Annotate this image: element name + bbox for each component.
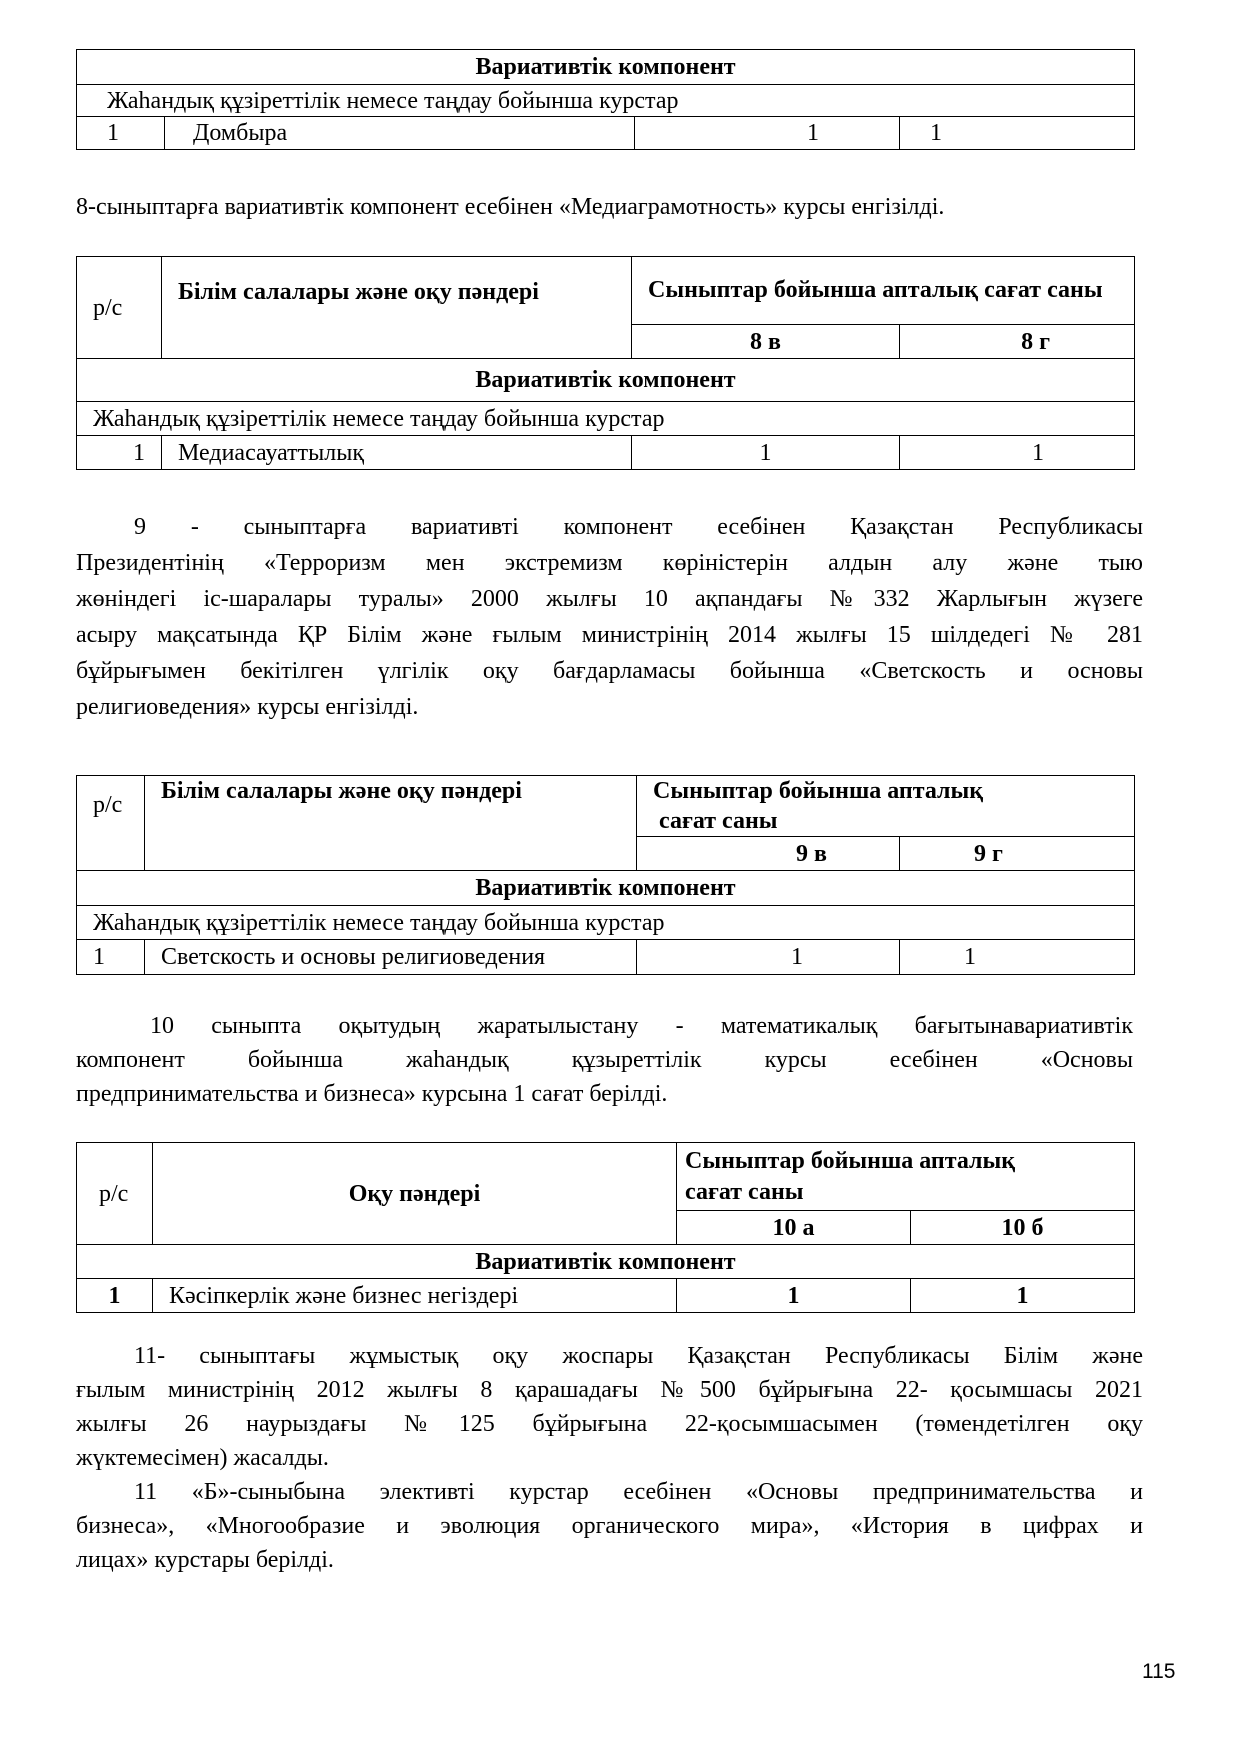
row-subject: Светскость и основы религиоведения [145,940,637,975]
paragraph-grade11b-line3: лицах» курстары берілді. [76,1547,334,1573]
row-number: 1 [77,1279,153,1313]
section-header: Вариативтік компонент [77,871,1135,906]
paragraph-grade9-line4: асыру мақсатында ҚР Білім және ғылым министрінің 2014 жылғы 15 шілдедегі № 281 [76,622,1143,648]
col-header-hours-line1: Сыныптар бойынша апталық [685,1147,1016,1174]
row-subject: Домбыра [165,117,635,150]
row-value-1: 1 [677,1279,911,1313]
row-value-2: 1 [900,436,1135,470]
page-number: 115 [1142,1660,1176,1683]
col-header-hours [677,1143,1135,1211]
paragraph-grade11b-line1: 11 «Б»-сыныбына элективті курстар есебінен «Основы предпринимательства и [134,1479,1143,1505]
row-value-1: 1 [632,436,900,470]
row-value-1: 1 [637,940,900,975]
table-row [77,1279,1135,1313]
row-number: 1 [77,117,165,150]
subsection-header: Жаһандық құзіреттілік немесе таңдау бойынша курстар [77,402,1135,436]
section-header: Вариативтік компонент [77,50,1135,85]
paragraph-grade9-line5: бұйрығымен бекітілген үлгілік оқу бағдарламасы бойынша «Светскость и основы [76,658,1143,684]
row-number: 1 [77,436,162,470]
table-grade8 [76,256,1135,470]
paragraph-grade9-line6: религиоведения» курсы енгізілді. [76,694,419,720]
col-header-hours-line2: сағат саны [685,1178,804,1205]
col-header-class-10b: 10 б [911,1211,1135,1245]
row-value-1: 1 [635,117,900,150]
table-grade9 [76,775,1135,975]
paragraph-grade9-line1: 9 - сыныптарға вариативті компонент есебінен Қазақстан Республикасы [134,514,1143,540]
col-header-hours [637,776,1135,837]
col-header-class-9v: 9 в [637,837,900,871]
subsection-header: Жаһандық құзіреттілік немесе таңдау бойынша курстар [77,906,1135,940]
col-header-class-9g: 9 г [900,837,1135,871]
paragraph-grade11-line1: 11- сыныптағы жұмыстық оқу жоспары Қазақстан Республикасы Білім және [134,1343,1143,1369]
table-grade10 [76,1142,1135,1313]
table-row [77,117,1135,150]
paragraph-grade11b-line2: бизнеса», «Многообразие и эволюция органического мира», «История в цифрах и [76,1513,1143,1539]
row-value-2: 1 [900,117,1135,150]
paragraph-grade11-line2: ғылым министрінің 2012 жылғы 8 қарашадағы №500 бұйрығына 22- қосымшасы 2021 [76,1377,1143,1403]
section-header: Вариативтік компонент [77,1245,1135,1279]
paragraph-grade9-line3: жөніндегі іс-шаралары туралы» 2000 жылғы 10 ақпандағы №332 Жарлығын жүзеге [76,586,1143,612]
paragraph-grade8: 8-сыныптарға вариативтік компонент есебінен «Медиаграмотность» курсы енгізілді. [76,194,945,220]
table-domra [76,49,1135,150]
section-header: Вариативтік компонент [77,359,1135,402]
paragraph-grade10-line2: компонент бойынша жаһандық құзыреттілік курсы есебінен «Основы [76,1047,1133,1073]
col-header-number: р/с [77,776,145,871]
col-header-class-8g: 8 г [900,325,1135,359]
col-header-class-8v: 8 в [632,325,900,359]
row-subject: Медиасауаттылық [162,436,632,470]
col-header-hours: Сыныптар бойынша апталық сағат саны [632,257,1135,325]
col-header-class-10a: 10 а [677,1211,911,1245]
table-row [77,940,1135,975]
col-header-number: р/с [77,257,162,359]
col-header-hours-line1: Сыныптар бойынша апталық [653,778,984,804]
col-header-subject: Білім салалары және оқу пәндері [145,776,637,871]
paragraph-grade10-line1: 10 сыныпта оқытудың жаратылыстану - математикалық бағытынавариативтік [150,1013,1133,1039]
col-header-subject: Оқу пәндері [153,1143,677,1245]
row-value-2: 1 [911,1279,1135,1313]
subsection-header: Жаһандық құзіреттілік немесе таңдау бойынша курстар [77,85,1135,117]
col-header-subject: Білім салалары және оқу пәндері [162,257,632,359]
row-number: 1 [77,940,145,975]
col-header-number: р/с [77,1143,153,1245]
paragraph-grade11-line3: жылғы 26 наурыздағы №125 бұйрығына 22-қосымшасымен (төмендетілген оқу [76,1411,1143,1437]
paragraph-grade10-line3: предпринимательства и бизнеса» курсына 1 сағат берілді. [76,1081,668,1107]
paragraph-grade9-line2: Президентінің «Терроризм мен экстремизм көріністерін алдын алу және тыю [76,550,1143,576]
row-subject: Кәсіпкерлік және бизнес негіздері [153,1279,677,1313]
row-value-2: 1 [900,940,1135,975]
table-row [77,436,1135,470]
col-header-hours-line2: сағат саны [659,808,778,834]
paragraph-grade11-line4: жүктемесімен) жасалды. [76,1445,329,1471]
